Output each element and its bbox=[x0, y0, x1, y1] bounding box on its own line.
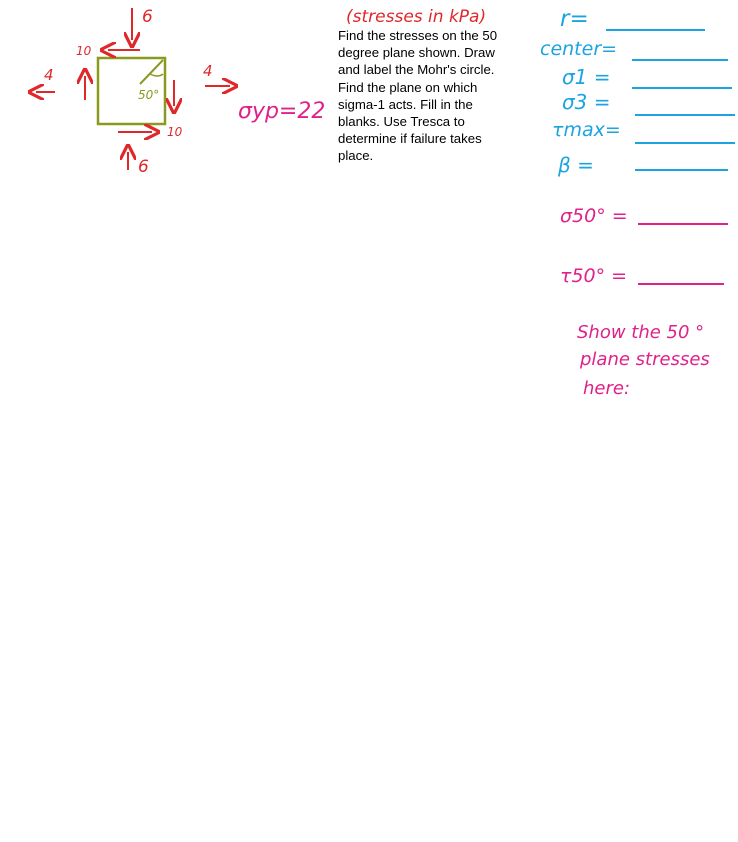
radius-label: r= bbox=[560, 6, 589, 32]
sigma1-label: σ1 = bbox=[562, 65, 611, 89]
sigma-50-label: σ50° = bbox=[560, 205, 628, 227]
plane-stress-prompt-line: plane stresses bbox=[580, 349, 710, 370]
yield-stress-label: σyp=22 bbox=[238, 99, 326, 124]
beta-label: β = bbox=[558, 153, 594, 177]
units-note: (stresses in kPa) bbox=[346, 7, 487, 27]
element-angle-label: 50° bbox=[138, 88, 160, 102]
stress-element-sketch bbox=[36, 7, 230, 177]
sigma3-label: σ3 = bbox=[562, 90, 611, 114]
tau-50-label: τ50° = bbox=[560, 265, 628, 287]
bottom-load-label: 6 bbox=[138, 157, 149, 177]
tau-max-label: τmax= bbox=[552, 119, 621, 141]
bottom-shear-label: 10 bbox=[167, 125, 183, 139]
problem-statement: Find the stresses on the 50 degree plane shown. Draw and label the Mohr's circle. Find the plane on which sigma-1 acts. Fill in the blanks. Use Tresca to determine if failure takes place. bbox=[338, 28, 498, 164]
answer-blanks bbox=[540, 6, 735, 287]
top-load-label: 6 bbox=[142, 7, 153, 27]
top-shear-label: 10 bbox=[76, 44, 92, 58]
plane-stress-prompt-line: Show the 50 ° bbox=[577, 322, 705, 343]
right-load-label: 4 bbox=[203, 62, 213, 80]
center-label: center= bbox=[540, 38, 618, 60]
plane-stress-prompt-line: here: bbox=[583, 378, 631, 399]
plane-stress-prompt bbox=[577, 322, 716, 399]
angle-arc bbox=[150, 74, 163, 76]
inclined-plane-line bbox=[140, 60, 163, 84]
left-load-label: 4 bbox=[44, 66, 54, 84]
